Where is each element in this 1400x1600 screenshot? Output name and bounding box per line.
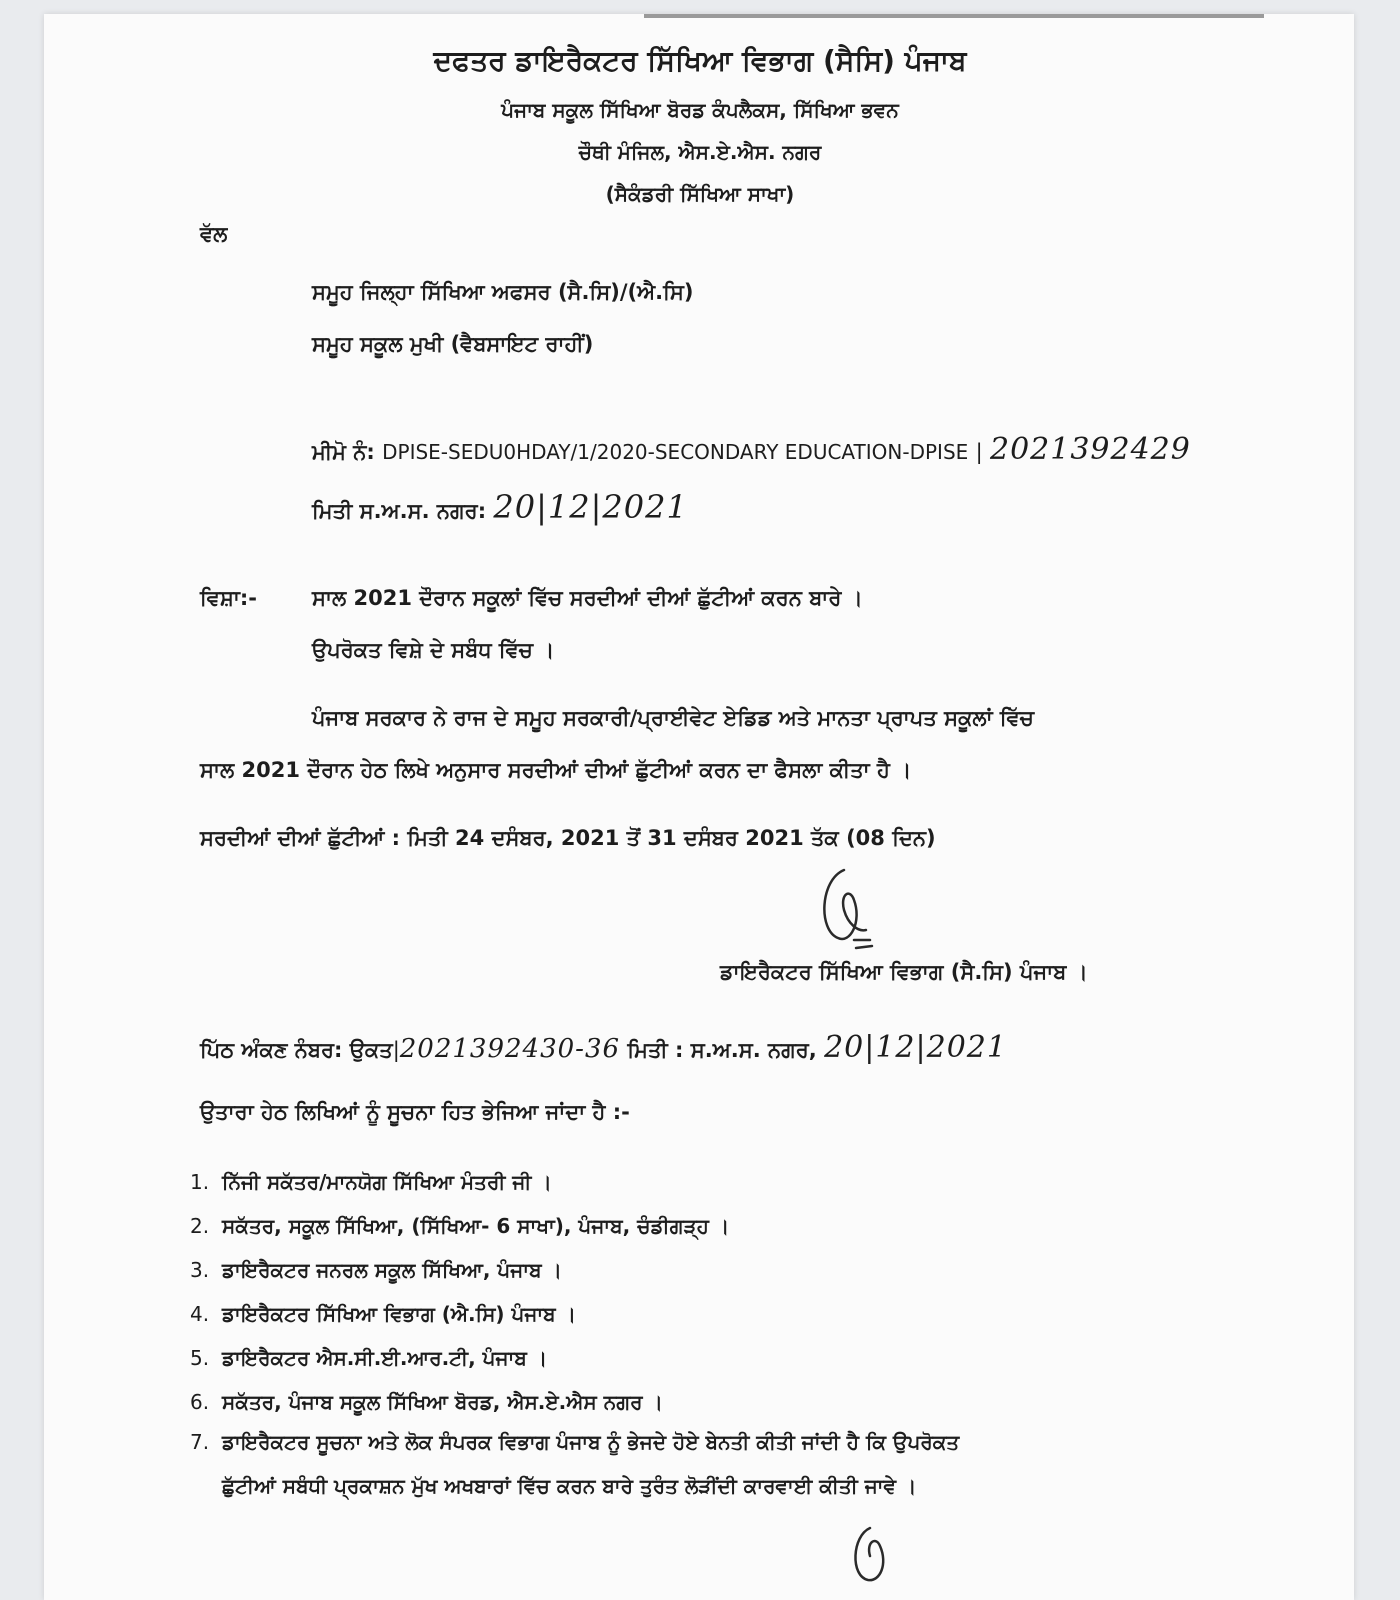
endorsement-intro: ਉਤਾਰਾ ਹੇਠ ਲਿਖਿਆਂ ਨੂੰ ਸੂਚਨਾ ਹਿਤ ਭੇਜਿਆ ਜਾਂਦਾ ਹੈ :- <box>200 1100 630 1124</box>
list-item: 1. ਨਿੱਜੀ ਸਕੱਤਰ/ਮਾਨਯੋਗ ਸਿੱਖਿਆ ਮੰਤਰੀ ਜੀ । <box>190 1170 552 1194</box>
recipient-line-2: ਸਮੂਹ ਸਕੂਲ ਮੁਖੀ (ਵੈਬਸਾਇਟ ਰਾਹੀਂ) <box>312 332 594 356</box>
list-item: 2. ਸਕੱਤਰ, ਸਕੂਲ ਸਿੱਖਿਆ, (ਸਿੱਖਿਆ- 6 ਸਾਖਾ), ਪੰਜਾਬ, ਚੰਡੀਗੜ੍ਹ । <box>190 1214 730 1238</box>
scan-edge-line <box>644 14 1264 18</box>
holiday-period: ਸਰਦੀਆਂ ਦੀਆਂ ਛੁੱਟੀਆਂ : ਮਿਤੀ 24 ਦਸੰਬਰ, 2021 ਤੋਂ 31 ਦਸੰਬਰ 2021 ਤੱਕ (08 ਦਿਨ) <box>200 826 936 850</box>
signature-1 <box>810 860 900 960</box>
list-item: 5. ਡਾਇਰੈਕਟਰ ਐਸ.ਸੀ.ਈ.ਆਰ.ਟੀ, ਪੰਜਾਬ । <box>190 1346 548 1370</box>
memo-date-line <box>312 488 688 526</box>
body-paragraph-line-2: ਸਾਲ 2021 ਦੌਰਾਨ ਹੇਠ ਲਿਖੇ ਅਨੁਸਾਰ ਸਰਦੀਆਂ ਦੀਆਂ ਛੁੱਟੀਆਂ ਕਰਨ ਦਾ ਫੈਸਲਾ ਕੀਤਾ ਹੈ । <box>200 758 912 782</box>
endorsement-line: ਪਿੱਠ ਅੰਕਣ ਨੰਬਰ: ਉਕਤ|2021392430-36 ਮਿਤੀ : ਸ.ਅ.ਸ. ਨਗਰ, 20|12|2021 <box>200 1030 1007 1065</box>
list-item: 7. ਡਾਇਰੈਕਟਰ ਸੂਚਨਾ ਅਤੇ ਲੋਕ ਸੰਪਰਕ ਵਿਭਾਗ ਪੰਜਾਬ ਨੂੰ ਭੇਜਦੇ ਹੋਏ ਬੇਨਤੀ ਕੀਤੀ ਜਾਂਦੀ ਹੈ ਕਿ ਉਪਰੋਕਤ <box>190 1430 960 1454</box>
memo-number: DPISE-SEDU0HDAY/1/2020-SECONDARY EDUCATION-DPISE <box>382 440 969 464</box>
endorsement-label: ਪਿੱਠ ਅੰਕਣ ਨੰਬਰ: ਉਕਤ <box>200 1038 393 1062</box>
office-title: ਦਫਤਰ ਡਾਇਰੈਕਟਰ ਸਿੱਖਿਆ ਵਿਭਾਗ (ਸੈਸਿ) ਪੰਜਾਬ <box>433 44 967 77</box>
endorsement-handwritten-number: 2021392430-36 <box>399 1034 621 1064</box>
address-line-1: ਪੰਜਾਬ ਸਕੂਲ ਸਿੱਖਿਆ ਬੋਰਡ ਕੰਪਲੈਕਸ, ਸਿੱਖਿਆ ਭਵਨ <box>501 98 899 122</box>
memo-handwritten-number: 2021392429 <box>989 432 1191 467</box>
list-item: 6. ਸਕੱਤਰ, ਪੰਜਾਬ ਸਕੂਲ ਸਿੱਖਿਆ ਬੋਰਡ, ਐਸ.ਏ.ਐਸ ਨਗਰ । <box>190 1390 663 1414</box>
recipient-line-1: ਸਮੂਹ ਜਿਲ੍ਹਾ ਸਿੱਖਿਆ ਅਫਸਰ (ਸੈ.ਸਿ)/(ਐ.ਸਿ) <box>312 280 694 304</box>
memo-date-label: ਮਿਤੀ ਸ.ਅ.ਸ. ਨਗਰ: <box>312 499 487 523</box>
list-item: 4. ਡਾਇਰੈਕਟਰ ਸਿੱਖਿਆ ਵਿਭਾਗ (ਐ.ਸਿ) ਪੰਜਾਬ । <box>190 1302 577 1326</box>
subject-reference: ਉਪਰੋਕਤ ਵਿਸ਼ੇ ਦੇ ਸਬੰਧ ਵਿੱਚ । <box>312 638 555 662</box>
endorsement-handwritten-date: 20|12|2021 <box>824 1030 1007 1065</box>
signature-2 <box>840 1520 910 1600</box>
memo-label: ਮੀਮੋ ਨੰ: <box>312 440 375 464</box>
subject-text: ਸਾਲ 2021 ਦੌਰਾਨ ਸਕੂਲਾਂ ਵਿੱਚ ਸਰਦੀਆਂ ਦੀਆਂ ਛੁੱਟੀਆਂ ਕਰਨ ਬਾਰੇ । <box>312 586 863 610</box>
list-item-continued: ਛੁੱਟੀਆਂ ਸਬੰਧੀ ਪ੍ਰਕਾਸ਼ਨ ਮੁੱਖ ਅਖਬਾਰਾਂ ਵਿੱਚ ਕਰਨ ਬਾਰੇ ਤੁਰੰਤ ਲੋੜੀਂਦੀ ਕਾਰਵਾਈ ਕੀਤੀ ਜਾਵੇ । <box>222 1474 917 1498</box>
body-paragraph-line-1: ਪੰਜਾਬ ਸਰਕਾਰ ਨੇ ਰਾਜ ਦੇ ਸਮੂਹ ਸਰਕਾਰੀ/ਪ੍ਰਾਈਵੇਟ ਏਡਿਡ ਅਤੇ ਮਾਨਤਾ ਪ੍ਰਾਪਤ ਸਕੂਲਾਂ ਵਿੱਚ <box>312 706 1034 730</box>
address-line-2: ਚੌਥੀ ਮੰਜਿਲ, ਐਸ.ਏ.ਐਸ. ਨਗਰ <box>578 140 822 164</box>
list-item: 3. ਡਾਇਰੈਕਟਰ ਜਨਰਲ ਸਕੂਲ ਸਿੱਖਿਆ, ਪੰਜਾਬ । <box>190 1258 563 1282</box>
signatory: ਡਾਇਰੈਕਟਰ ਸਿੱਖਿਆ ਵਿਭਾਗ (ਸੈ.ਸਿ) ਪੰਜਾਬ । <box>720 960 1088 984</box>
memo-line: ਮੀਮੋ ਨੰ: DPISE-SEDU0HDAY/1/2020-SECONDARY EDUCATION-DPISE | 2021392429 <box>312 432 1191 467</box>
to-label: ਵੱਲ <box>200 222 228 246</box>
memo-handwritten-date: 20|12|2021 <box>493 488 688 526</box>
subject-label: ਵਿਸ਼ਾ:- <box>200 586 258 610</box>
branch-name: (ਸੈਕੰਡਰੀ ਸਿੱਖਿਆ ਸਾਖਾ) <box>605 182 795 206</box>
endorsement-date-label: ਮਿਤੀ : ਸ.ਅ.ਸ. ਨਗਰ, <box>627 1038 817 1062</box>
